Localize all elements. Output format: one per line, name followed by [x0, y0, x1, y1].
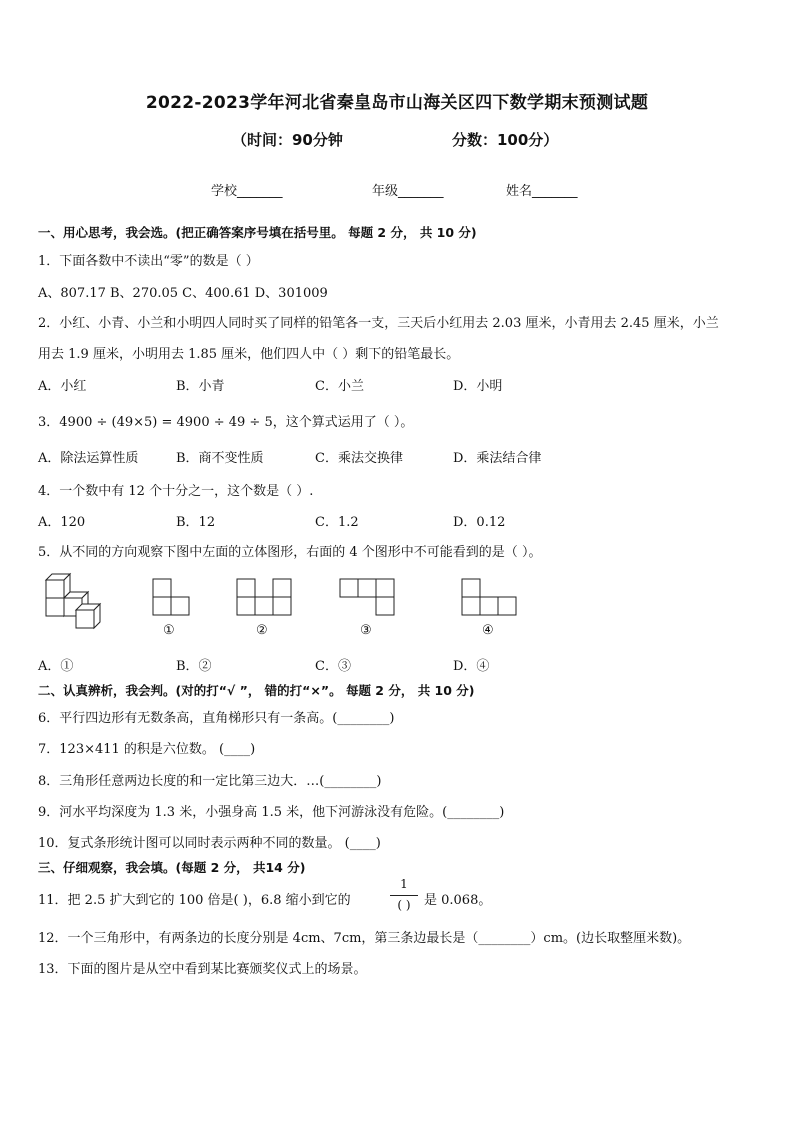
question-4-option-a: A．120: [38, 515, 86, 530]
section-1-heading: 一、用心思考，我会选。(把正确答案序号填在括号里。 每题 2 分， 共 10 分): [38, 225, 477, 240]
question-5-option-c: C．③: [315, 659, 351, 674]
question-1: 1．下面各数中不读出“零”的数是（ ）: [38, 254, 259, 269]
grade-field: 年级_______: [372, 184, 444, 199]
question-3-option-c: C．乘法交换律: [315, 451, 403, 466]
fraction-bar: [390, 895, 418, 896]
view-caption-2: ②: [256, 623, 268, 638]
question-3-option-a: A．除法运算性质: [38, 451, 139, 466]
question-5: 5．从不同的方向观察下图中左面的立体图形，右面的 4 个图形中不可能看到的是（ ）。: [38, 545, 542, 560]
section-3-heading: 三、仔细观察，我会填。(每题 2 分， 共14 分): [38, 860, 306, 875]
question-8: 8．三角形任意两边长度的和一定比第三边大．…(________): [38, 774, 382, 789]
cube-solid-figure: [40, 570, 110, 630]
question-9: 9．河水平均深度为 1.3 米，小强身高 1.5 米，他下河游泳没有危险。(________): [38, 805, 505, 820]
question-10: 10．复式条形统计图可以同时表示两种不同的数量。 (____): [38, 836, 381, 851]
view-figure-1: [152, 578, 192, 618]
school-field: 学校_______: [211, 184, 283, 199]
view-figure-4: [461, 578, 519, 618]
score-label: 分数：100分）: [452, 131, 559, 149]
view-figure-3: [339, 578, 397, 618]
question-3-option-d: D．乘法结合律: [453, 451, 542, 466]
question-2-option-a: A．小红: [38, 379, 87, 394]
view-caption-1: ①: [163, 623, 175, 638]
section-2-heading: 二、认真辨析，我会判。(对的打“√ ”， 错的打“×”。 每题 2 分， 共 10 分): [38, 683, 475, 698]
question-5-option-b: B．②: [176, 659, 212, 674]
question-4-option-d: D．0.12: [453, 515, 506, 530]
question-2-option-b: B．小青: [176, 379, 225, 394]
question-3-option-b: B．商不变性质: [176, 451, 264, 466]
view-caption-3: ③: [360, 623, 372, 638]
question-2-option-c: C．小兰: [315, 379, 364, 394]
fraction-denominator: ( ): [397, 898, 411, 912]
question-4: 4．一个数中有 12 个十分之一，这个数是（ ）.: [38, 484, 314, 499]
question-2-line-2: 用去 1.9 厘米，小明用去 1.85 厘米，他们四人中（ ）剩下的铅笔最长。: [38, 347, 460, 362]
fraction-numerator: 1: [400, 877, 408, 891]
question-5-option-a: A．①: [38, 659, 74, 674]
question-4-option-b: B．12: [176, 515, 216, 530]
question-5-option-d: D．④: [453, 659, 490, 674]
view-figure-2: [236, 578, 294, 618]
question-6: 6．平行四边形有无数条高，直角梯形只有一条高。(________): [38, 711, 395, 726]
question-2-option-d: D．小明: [453, 379, 503, 394]
page-title: 2022-2023学年河北省秦皇岛市山海关区四下数学期末预测试题: [145, 93, 649, 113]
question-3: 3．4900 ÷ (49×5) = 4900 ÷ 49 ÷ 5，这个算式运用了（ ）。: [38, 415, 414, 430]
question-11-part-1: 11．把 2.5 扩大到它的 100 倍是( )，6.8 缩小到它的: [38, 893, 351, 908]
view-caption-4: ④: [482, 623, 494, 638]
name-field: 姓名_______: [506, 184, 578, 199]
question-4-option-c: C．1.2: [315, 515, 359, 530]
question-2-line-1: 2．小红、小青、小兰和小明四人同时买了同样的铅笔各一支，三天后小红用去 2.03 厘米，小青用去 2.45 厘米，小兰: [38, 316, 719, 331]
question-1-options: A、807.17 B、270.05 C、400.61 D、301009: [38, 286, 328, 301]
time-label: （时间：90分钟: [232, 131, 343, 149]
question-13: 13．下面的图片是从空中看到某比赛颁奖仪式上的场景。: [38, 962, 367, 977]
question-7: 7．123×411 的积是六位数。 (____): [38, 742, 256, 757]
question-11-part-2: 是 0.068。: [424, 893, 492, 908]
question-12: 12．一个三角形中，有两条边的长度分别是 4cm、7cm，第三条边最长是（________）cm。(边长取整厘米数)。: [38, 931, 691, 946]
